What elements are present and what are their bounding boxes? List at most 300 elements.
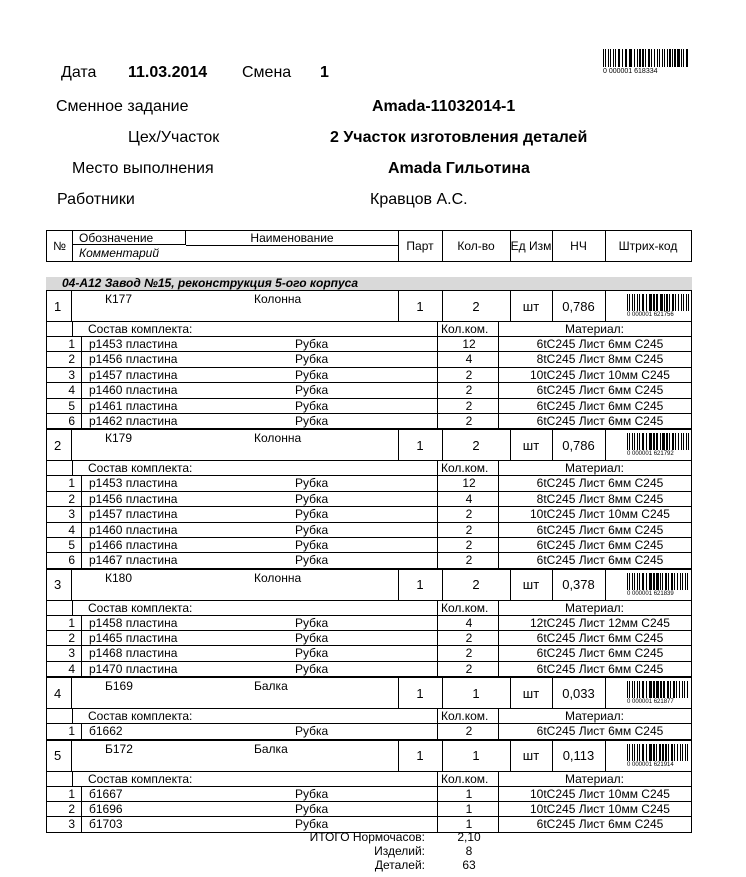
- barcode-bar: [610, 49, 611, 67]
- barcode-bar: [632, 681, 633, 698]
- component-name: р1466 пластина: [89, 537, 178, 552]
- barcode-bar: [656, 433, 658, 450]
- barcode-bar: [686, 433, 687, 450]
- barcode-bar: [653, 681, 655, 698]
- component-number: 1: [68, 786, 75, 801]
- product-barcode: [605, 430, 693, 460]
- column-divider: [498, 337, 499, 351]
- barcode-bar: [684, 681, 685, 698]
- column-divider: [437, 787, 438, 801]
- component-name: б1703: [89, 817, 123, 832]
- component-qty: 1: [465, 817, 473, 832]
- barcode-bar: [665, 744, 667, 761]
- component-row: [46, 352, 692, 367]
- col-name: Наименование: [186, 231, 398, 246]
- component-qty: 1: [465, 802, 473, 817]
- barcode-bar: [618, 49, 620, 67]
- component-row: [46, 492, 692, 507]
- column-divider: [81, 383, 82, 397]
- column-header: [46, 230, 692, 262]
- component-number: 2: [68, 352, 75, 367]
- barcode-bar: [639, 49, 641, 67]
- product-barcode: [605, 678, 693, 708]
- barcode-bar: [674, 49, 676, 67]
- product-name: Балка: [254, 741, 288, 756]
- barcode-bar: [627, 681, 628, 698]
- component-number: 3: [68, 646, 75, 661]
- column-divider: [437, 817, 438, 831]
- component-qty: 4: [465, 491, 473, 506]
- barcode-bar: [662, 433, 665, 450]
- date-value: 11.03.2014: [128, 64, 208, 81]
- barcode-bar: [629, 744, 630, 761]
- component-qty: 2: [465, 724, 473, 739]
- component-name: р1458 пластина: [89, 615, 178, 630]
- component-operation: Рубка: [295, 553, 329, 568]
- barcode-bar: [660, 573, 661, 590]
- component-number: 3: [68, 367, 75, 382]
- barcode-bar: [674, 573, 675, 590]
- component-operation: Рубка: [295, 413, 329, 428]
- component-material: 6tC245 Лист 6мм С245: [536, 817, 664, 832]
- column-divider: [81, 631, 82, 645]
- column-divider: [81, 523, 82, 537]
- barcode-bar: [682, 744, 683, 761]
- barcode-bar: [654, 49, 655, 67]
- column-divider: [81, 724, 82, 738]
- component-qty: 1: [465, 786, 473, 801]
- barcode-bar: [632, 294, 633, 311]
- barcode-bar: [660, 681, 662, 698]
- column-divider: [498, 787, 499, 801]
- component-qty: 2: [465, 507, 473, 522]
- column-divider: [437, 553, 438, 567]
- column-divider: [498, 601, 499, 615]
- component-material: 10tC245 Лист 10мм С245: [530, 786, 670, 801]
- total-hours-value: 2,10: [457, 830, 481, 844]
- task-label: Сменное задание: [56, 98, 189, 115]
- barcode-bar: [663, 681, 665, 698]
- barcode-bar: [667, 681, 669, 698]
- component-name: р1453 пластина: [89, 337, 178, 351]
- component-operation: Рубка: [295, 522, 329, 537]
- column-divider: [498, 507, 499, 521]
- barcode-bar: [648, 49, 650, 67]
- component-material: 6tC245 Лист 6мм С245: [536, 383, 664, 398]
- column-divider: [81, 352, 82, 366]
- component-header-qty: Кол.ком.: [441, 322, 489, 336]
- component-name: б1662: [89, 724, 123, 739]
- component-name: б1696: [89, 802, 123, 817]
- component-header-row: [46, 709, 692, 724]
- component-material: 6tC245 Лист 6мм С245: [536, 553, 664, 568]
- product-row: [46, 290, 692, 322]
- barcode-bar: [634, 433, 635, 450]
- barcode-bar: [685, 573, 686, 590]
- total-hours-label: ИТОГО Нормочасов:: [309, 830, 425, 844]
- column-divider: [498, 523, 499, 537]
- barcode-bar: [679, 681, 680, 698]
- component-header-label: Состав комплекта:: [88, 600, 193, 615]
- product-designation-cell: [72, 678, 399, 708]
- col-designation: Обозначение: [72, 231, 186, 245]
- barcode-bar: [660, 433, 661, 450]
- barcode-bar: [677, 744, 678, 761]
- component-operation: Рубка: [295, 646, 329, 661]
- barcode-bar: [681, 49, 682, 67]
- component-row: [46, 553, 692, 568]
- barcode-bar: [651, 49, 652, 67]
- column-divider: [498, 553, 499, 567]
- component-qty: 12: [462, 337, 476, 351]
- component-material: 6tC245 Лист 6мм С245: [536, 398, 664, 413]
- place-label: Место выполнения: [72, 160, 214, 177]
- component-header-row: [46, 322, 692, 337]
- component-material: 6tC245 Лист 6мм С245: [536, 724, 664, 739]
- component-qty: 2: [465, 383, 473, 398]
- barcode-bar: [683, 433, 684, 450]
- place-value: Amada Гильотина: [388, 160, 530, 177]
- product-number: 4: [47, 678, 72, 708]
- barcode-bar: [634, 681, 635, 698]
- component-header-row: [46, 461, 692, 476]
- barcode-bar: [642, 681, 644, 698]
- component-material: 12tC245 Лист 12мм С245: [530, 615, 670, 630]
- product-nh: 0,786: [552, 291, 606, 321]
- column-divider: [498, 538, 499, 552]
- barcode-bar: [687, 744, 688, 761]
- barcode-bar: [627, 294, 628, 311]
- barcode-bar: [639, 433, 640, 450]
- col-barcode: Штрих-код: [618, 239, 678, 253]
- component-qty: 2: [465, 661, 473, 676]
- component-header-material: Материал:: [565, 322, 624, 336]
- product-number: 2: [47, 430, 72, 460]
- column-divider: [81, 787, 82, 801]
- barcode-bar: [639, 573, 640, 590]
- barcode-bar: [634, 294, 635, 311]
- barcode-bar: [686, 49, 688, 67]
- barcode-bar: [675, 294, 676, 311]
- barcode-bar: [629, 573, 630, 590]
- product-barcode: [605, 741, 693, 771]
- barcode-bar: [675, 433, 676, 450]
- product-name: Балка: [254, 679, 288, 694]
- barcode-bar: [669, 49, 671, 67]
- component-operation: Рубка: [295, 802, 329, 817]
- barcode-bar: [681, 433, 682, 450]
- barcode-bar: [634, 744, 635, 761]
- product-number: 5: [47, 741, 72, 771]
- barcode-bar: [682, 573, 683, 590]
- barcode-bar: [615, 49, 616, 67]
- component-material: 6tC245 Лист 6мм С245: [536, 413, 664, 428]
- column-divider: [498, 709, 499, 723]
- column-divider: [437, 507, 438, 521]
- barcode-bar: [639, 681, 640, 698]
- component-operation: Рубка: [295, 398, 329, 413]
- product-barcode: [605, 570, 693, 600]
- component-number: 6: [68, 413, 75, 428]
- product-qty: 1: [442, 741, 511, 771]
- column-divider: [81, 538, 82, 552]
- product-designation: Б169: [105, 679, 133, 694]
- workshop-value: 2 Участок изготовления деталей: [330, 129, 588, 146]
- product-part: 1: [398, 291, 443, 321]
- barcode-number: 0 000001 618334: [603, 68, 658, 75]
- workers-value: Кравцов А.С.: [370, 191, 468, 208]
- product-qty: 2: [442, 570, 511, 600]
- barcode-number: 0 000001 621914: [627, 761, 674, 768]
- product-qty: 1: [442, 678, 511, 708]
- component-row: [46, 787, 692, 802]
- total-parts-value: 63: [462, 858, 476, 872]
- barcode-bar: [646, 744, 647, 761]
- barcode-bar: [686, 294, 687, 311]
- barcode-bar: [671, 744, 673, 761]
- barcode-bar: [653, 294, 655, 311]
- product-nh: 0,113: [552, 741, 606, 771]
- column-divider: [498, 476, 499, 490]
- component-number: 4: [68, 383, 75, 398]
- column-divider: [437, 368, 438, 382]
- barcode-bar: [653, 744, 655, 761]
- column-divider: [498, 414, 499, 428]
- component-material: 6tC245 Лист 6мм С245: [536, 537, 664, 552]
- barcode-number: 0 000001 621877: [627, 699, 674, 706]
- column-divider: [81, 817, 82, 831]
- product-name: Колонна: [254, 292, 302, 306]
- component-material: 6tC245 Лист 6мм С245: [536, 631, 664, 646]
- col-designation-name: [72, 231, 399, 261]
- column-divider: [437, 414, 438, 428]
- product-part: 1: [398, 678, 443, 708]
- barcode-bar: [646, 433, 647, 450]
- barcode-bar: [674, 744, 675, 761]
- product-barcode: [605, 291, 693, 321]
- column-divider: [437, 709, 438, 723]
- barcode-bar: [659, 49, 660, 67]
- date-label: Дата: [61, 64, 97, 81]
- barcode-bar: [625, 49, 627, 67]
- component-name: р1460 пластина: [89, 522, 178, 537]
- column-divider: [437, 383, 438, 397]
- total-items-label: Изделий:: [374, 844, 425, 858]
- component-name: р1457 пластина: [89, 367, 178, 382]
- component-number: 1: [68, 724, 75, 739]
- barcode-bar: [656, 573, 659, 590]
- component-row: [46, 538, 692, 553]
- column-divider: [498, 817, 499, 831]
- barcode-bar: [662, 49, 663, 67]
- barcode-bar: [677, 573, 678, 590]
- barcode-bar: [605, 49, 606, 67]
- component-header-material: Материал:: [565, 600, 624, 615]
- component-name: р1453 пластина: [89, 476, 178, 491]
- barcode-number: 0 000001 621756: [627, 312, 674, 318]
- shift-label: Смена: [242, 64, 292, 81]
- barcode-bar: [677, 49, 680, 67]
- product-unit: шт: [510, 570, 553, 600]
- barcode-bar: [681, 294, 682, 311]
- product-part: 1: [398, 741, 443, 771]
- product-part: 1: [398, 430, 443, 460]
- barcode-bar: [629, 294, 630, 311]
- barcode-bar: [627, 433, 628, 450]
- component-header-material: Материал:: [565, 771, 624, 786]
- barcode-graphic: [627, 433, 691, 453]
- column-divider: [437, 523, 438, 537]
- barcode-bar: [668, 744, 669, 761]
- component-operation: Рубка: [295, 615, 329, 630]
- barcode-bar: [613, 49, 614, 67]
- product-nh: 0,378: [552, 570, 606, 600]
- barcode-bar: [649, 294, 652, 311]
- barcode-bar: [659, 744, 661, 761]
- product-part: 1: [398, 570, 443, 600]
- barcode-graphic: [627, 294, 691, 314]
- column-divider: [498, 802, 499, 816]
- column-divider: [498, 383, 499, 397]
- barcode-bar: [637, 49, 638, 67]
- component-number: 5: [68, 398, 75, 413]
- product-designation-cell: [72, 430, 399, 460]
- column-divider: [437, 772, 438, 786]
- component-operation: Рубка: [295, 476, 329, 491]
- column-divider: [81, 368, 82, 382]
- column-divider: [437, 538, 438, 552]
- component-material: 10tC245 Лист 10мм С245: [530, 802, 670, 817]
- component-qty: 2: [465, 413, 473, 428]
- col-nh: НЧ: [552, 231, 606, 261]
- component-header-qty: Кол.ком.: [441, 709, 489, 724]
- document-barcode: [603, 49, 689, 75]
- product-row: [46, 677, 692, 709]
- column-divider: [81, 662, 82, 676]
- workshop-label: Цех/Участок: [128, 129, 220, 146]
- component-material: 6tC245 Лист 6мм С245: [536, 646, 664, 661]
- barcode-bar: [672, 433, 674, 450]
- component-operation: Рубка: [295, 352, 329, 367]
- column-divider: [437, 662, 438, 676]
- component-header-label: Состав комплекта:: [88, 709, 193, 724]
- column-divider: [81, 553, 82, 567]
- column-divider: [81, 616, 82, 630]
- component-material: 8tC245 Лист 8мм С245: [536, 352, 664, 367]
- component-header-label: Состав комплекта:: [88, 461, 193, 476]
- barcode-bar: [642, 744, 644, 761]
- column-divider: [498, 616, 499, 630]
- barcode-bar: [665, 573, 667, 590]
- component-material: 6tC245 Лист 6мм С245: [536, 661, 664, 676]
- barcode-bar: [627, 573, 628, 590]
- component-qty: 2: [465, 398, 473, 413]
- col-unit: Ед Изм: [510, 231, 553, 261]
- column-divider: [437, 724, 438, 738]
- product-designation: К179: [105, 431, 133, 446]
- component-qty: 2: [465, 646, 473, 661]
- component-operation: Рубка: [295, 786, 329, 801]
- barcode-bar: [664, 294, 665, 311]
- product-qty: 2: [442, 430, 511, 460]
- column-divider: [81, 399, 82, 413]
- column-divider: [72, 709, 73, 723]
- column-divider: [437, 492, 438, 506]
- barcode-bar: [669, 294, 670, 311]
- column-divider: [81, 802, 82, 816]
- barcode-bar: [632, 573, 633, 590]
- component-row: [46, 631, 692, 646]
- product-name: Колонна: [254, 570, 302, 585]
- product-unit: шт: [510, 678, 553, 708]
- component-qty: 4: [465, 352, 473, 367]
- component-material: 6tC245 Лист 6мм С245: [536, 476, 664, 491]
- component-material: 10tC245 Лист 10мм С245: [530, 507, 670, 522]
- column-divider: [498, 368, 499, 382]
- component-material: 6tC245 Лист 6мм С245: [536, 337, 664, 351]
- component-number: 2: [68, 491, 75, 506]
- column-divider: [81, 476, 82, 490]
- barcode-bar: [649, 573, 652, 590]
- component-name: р1456 пластина: [89, 491, 178, 506]
- barcode-bar: [688, 294, 689, 311]
- component-name: р1468 пластина: [89, 646, 178, 661]
- component-qty: 2: [465, 537, 473, 552]
- component-qty: 2: [465, 367, 473, 382]
- barcode-bar: [683, 49, 684, 67]
- product-unit: шт: [510, 741, 553, 771]
- component-row: [46, 368, 692, 383]
- product-number: 3: [47, 570, 72, 600]
- barcode-bar: [629, 49, 632, 67]
- barcode-bar: [608, 49, 609, 67]
- barcode-bar: [672, 49, 673, 67]
- barcode-bar: [683, 294, 684, 311]
- component-row: [46, 724, 692, 739]
- component-name: р1457 пластина: [89, 507, 178, 522]
- product-unit: шт: [510, 291, 553, 321]
- total-parts-label: Деталей:: [374, 858, 425, 872]
- component-header-row: [46, 601, 692, 616]
- barcode-bar: [639, 294, 640, 311]
- column-divider: [498, 352, 499, 366]
- product-nh: 0,033: [552, 678, 606, 708]
- column-divider: [498, 492, 499, 506]
- component-operation: Рубка: [295, 537, 329, 552]
- barcode-bar: [687, 681, 688, 698]
- product-number: 1: [47, 291, 72, 321]
- barcode-bar: [678, 294, 679, 311]
- component-material: 6tC245 Лист 6мм С245: [536, 522, 664, 537]
- column-divider: [437, 646, 438, 660]
- component-number: 4: [68, 522, 75, 537]
- barcode-bar: [653, 433, 655, 450]
- component-number: 3: [68, 817, 75, 832]
- column-divider: [437, 476, 438, 490]
- component-name: р1465 пластина: [89, 631, 178, 646]
- product-nh: 0,786: [552, 430, 606, 460]
- barcode-bar: [637, 573, 638, 590]
- product-designation-cell: [72, 741, 399, 771]
- barcode-bar: [639, 744, 640, 761]
- barcode-bar: [660, 294, 663, 311]
- component-number: 4: [68, 661, 75, 676]
- component-name: б1667: [89, 786, 123, 801]
- barcode-bar: [678, 433, 679, 450]
- barcode-bar: [642, 294, 644, 311]
- column-divider: [72, 601, 73, 615]
- component-number: 6: [68, 553, 75, 568]
